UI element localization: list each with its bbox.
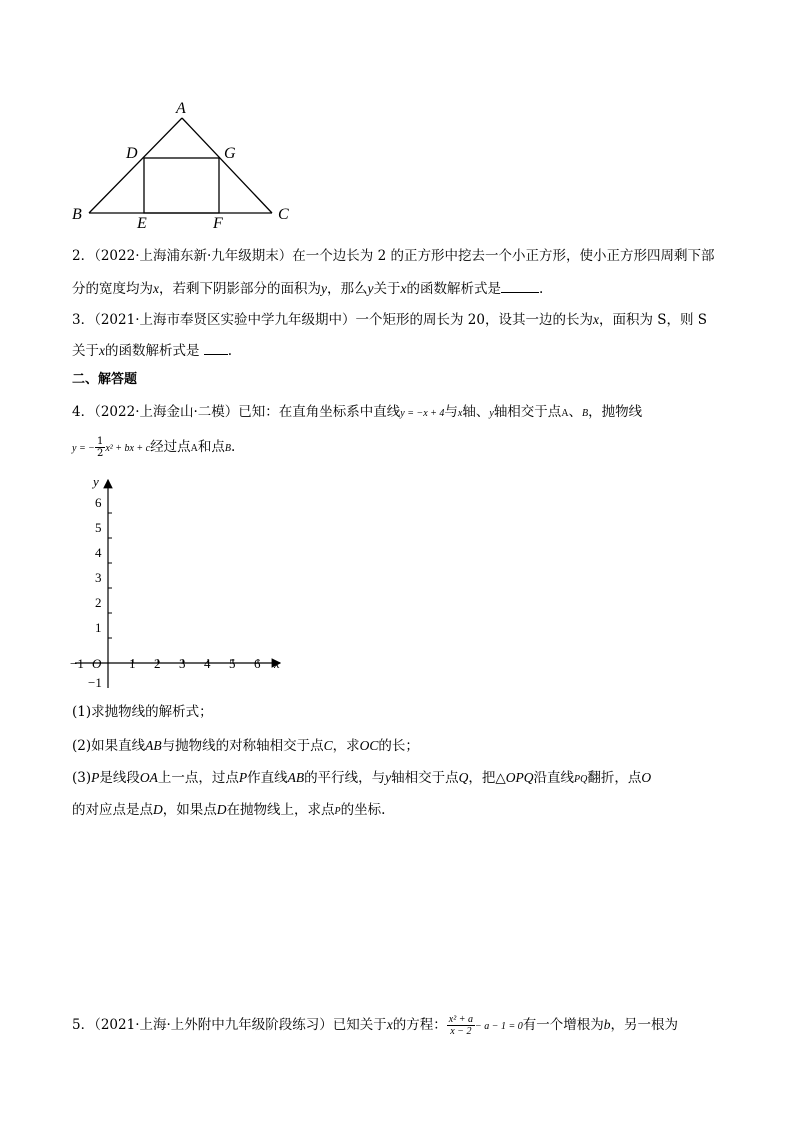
label-B: B xyxy=(72,206,82,223)
q4-line2 xyxy=(72,436,235,459)
q2-text-2b: ，若剩下阴影部分的面积为 xyxy=(159,281,321,297)
x-tick-neg1: −1 xyxy=(70,656,84,671)
section-title xyxy=(72,370,137,390)
q2-var-x: x xyxy=(153,281,159,296)
sub-question-2 xyxy=(72,736,419,756)
sub3-D2: D xyxy=(216,802,227,817)
origin-label: O xyxy=(92,656,102,671)
y-tick-5: 5 xyxy=(95,520,102,535)
q4-text-2b: 经过点 xyxy=(150,439,191,455)
sub3-line2-b: ，如果点 xyxy=(162,802,217,818)
sub3-h: 沿直线 xyxy=(533,770,575,786)
q5-d: 有一个增根为 xyxy=(522,1017,604,1033)
q2-text-1: 2．（2022·上海浦东新·九年级期末）在一个边长为 2 的正方形中挖去一个小正方形，使小正方形四周剩下部 xyxy=(72,248,715,264)
q4-line-eq: y = −x + 4 xyxy=(400,408,445,419)
label-F: F xyxy=(213,215,223,232)
q4-point-A: A xyxy=(561,408,569,419)
sub3-D: D xyxy=(153,802,163,817)
x-tick-3: 3 xyxy=(179,656,186,671)
q5-x: x xyxy=(386,1017,393,1032)
sub3-AB: AB xyxy=(287,770,305,785)
q4-frac-den: 2 xyxy=(96,448,104,459)
sub2-b: 与抛物线的对称轴相交于点 xyxy=(161,738,324,754)
q2-var-y2: y xyxy=(367,281,374,296)
q3-text-2a: 关于 xyxy=(72,343,99,359)
sub2-C: C xyxy=(323,738,333,753)
sub3-line2-d: 的坐标. xyxy=(340,802,386,818)
sub2-c: ，求 xyxy=(332,738,360,754)
label-A: A xyxy=(176,100,186,117)
sub3-P: P xyxy=(91,770,100,785)
sub3-d: 作直线 xyxy=(247,770,288,786)
sub2-AB: AB xyxy=(145,738,162,753)
sub-question-3-line2 xyxy=(72,800,385,822)
q4-sep: 、 xyxy=(568,404,583,420)
q4-period: . xyxy=(230,439,236,455)
q5-bvar: b xyxy=(603,1017,611,1032)
sub3-a: (3) xyxy=(72,770,92,786)
q4-point-B2: B xyxy=(224,443,231,454)
sub3-g: ，把△ xyxy=(468,770,506,786)
q5-frac-den: x − 2 xyxy=(450,1026,472,1037)
q3-period: . xyxy=(227,343,233,359)
x-tick-6: 6 xyxy=(254,656,261,671)
y-tick-neg1: −1 xyxy=(88,675,102,690)
sub2-a: (2)如果直线 xyxy=(72,738,146,754)
label-C: C xyxy=(278,206,289,223)
q2-text-2e: 的函数解析式是 xyxy=(406,281,501,297)
sub3-P2: P xyxy=(238,770,248,785)
x-tick-5: 5 xyxy=(229,656,236,671)
q2-line2 xyxy=(72,278,543,299)
q3-text-1a: 3．（2021·上海市奉贤区实验中学九年级期中）一个矩形的周长为 20，设其一边的长为 xyxy=(72,312,593,328)
q3-var-x2: x xyxy=(99,343,105,358)
sub2-OC: OC xyxy=(359,738,379,753)
y-tick-2: 2 xyxy=(95,595,102,610)
y-tick-1: 1 xyxy=(95,620,102,635)
q5-e: ，另一根为 xyxy=(610,1017,678,1033)
sub3-b: 是线段 xyxy=(99,770,140,786)
sub3-Q: Q xyxy=(458,770,469,785)
q2-line1 xyxy=(72,246,714,266)
q3-text-2b: 的函数解析式是 xyxy=(105,343,200,359)
x-tick-1: 1 xyxy=(129,656,136,671)
x-tick-4: 4 xyxy=(204,656,211,671)
sub3-OA: OA xyxy=(139,770,158,785)
q2-text-2c: ，那么 xyxy=(327,281,368,297)
q4-text-1e: ，抛物线 xyxy=(588,404,643,420)
y-axis-label: y xyxy=(93,474,99,489)
q3-text-1b: ，面积为 S，则 S xyxy=(598,312,708,328)
y-tick-6: 6 xyxy=(95,495,102,510)
section-title-text: 二、解答题 xyxy=(72,372,138,387)
sub3-line2-c: 在抛物线上，求点 xyxy=(226,802,335,818)
q4-line1 xyxy=(72,402,642,424)
q4-text-1c: 轴、 xyxy=(462,404,490,420)
label-D: D xyxy=(126,145,138,162)
q5-frac-num: x² + a xyxy=(448,1014,473,1025)
q4-axis-y: y xyxy=(489,408,494,419)
label-G: G xyxy=(224,145,236,162)
q4-point-B: B xyxy=(582,408,589,419)
x-axis-label: x xyxy=(274,656,280,671)
q4-text-1a: 4．（2022·上海金山·二模）已知：在直角坐标系中直线 xyxy=(72,404,401,420)
q3-answer-blank[interactable] xyxy=(204,340,228,355)
sub3-O: O xyxy=(641,770,652,785)
q5-c: − a − 1 = 0 xyxy=(474,1021,523,1032)
label-E: E xyxy=(137,215,147,232)
q3-line1 xyxy=(72,310,707,330)
q4-frac-num: 1 xyxy=(96,436,104,447)
y-tick-3: 3 xyxy=(95,570,102,585)
q4-eq-y: y = − xyxy=(72,443,95,454)
sub-question-1 xyxy=(72,702,213,722)
q2-text-2a: 分的宽度均为 xyxy=(72,281,153,297)
q4-point-A2: A xyxy=(190,443,198,454)
q3-line2 xyxy=(72,340,232,361)
sub1-text: (1)求抛物线的解析式； xyxy=(72,704,213,720)
q4-text-1b: 与 xyxy=(444,404,458,420)
sub2-d: 的长； xyxy=(378,738,419,754)
sub3-y: y xyxy=(385,770,392,785)
q4-text-1d: 轴相交于点 xyxy=(493,404,562,420)
y-tick-4: 4 xyxy=(95,545,102,560)
sub3-line2-a: 的对应点是点 xyxy=(72,802,153,818)
q4-and: 和点 xyxy=(197,439,225,455)
q2-var-x2: x xyxy=(400,281,407,296)
q5-a: 5．（2021·上海·上外附中九年级阶段练习）已知关于 xyxy=(72,1017,387,1033)
q2-answer-blank[interactable] xyxy=(501,278,539,293)
sub3-OPQ: OPQ xyxy=(505,770,534,785)
q4-eq-rest: x² + bx + c xyxy=(105,443,151,454)
sub3-c: 上一点，过点 xyxy=(157,770,239,786)
sub3-P3: P xyxy=(334,806,341,817)
q3-var-x: x xyxy=(592,312,599,327)
q2-var-y: y xyxy=(321,281,327,296)
q5-b: 的方程： xyxy=(392,1017,447,1033)
q2-period: . xyxy=(539,281,544,297)
q4-fraction xyxy=(95,436,105,459)
q2-text-2d: 关于 xyxy=(373,281,401,297)
sub3-f: 轴相交于点 xyxy=(391,770,459,786)
sub3-e: 的平行线，与 xyxy=(304,770,386,786)
sub3-PQ: PQ xyxy=(574,774,588,785)
x-tick-2: 2 xyxy=(154,656,161,671)
sub-question-3-line1 xyxy=(72,768,651,790)
sub3-i: 翻折，点 xyxy=(587,770,642,786)
q5-fraction xyxy=(447,1014,475,1037)
q4-axis-x: x xyxy=(457,408,463,419)
q5-line1 xyxy=(72,1014,678,1037)
